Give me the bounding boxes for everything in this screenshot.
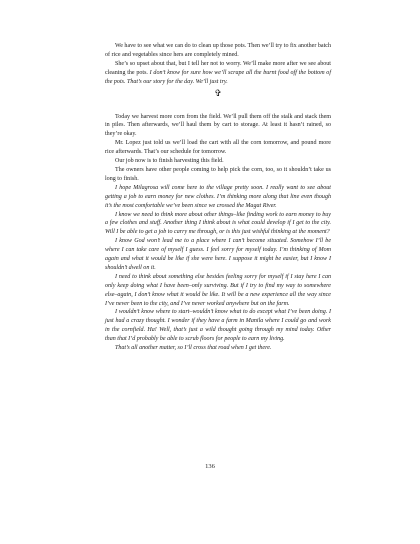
italic-paragraph: I know we need to think more about other things–like finding work to earn money to buy a few clothes and stuff. Another thing I think about is what could develop if I get to the city. Will I be able to get a job to carry me through, or is this just wishful thinking at the moment? <box>105 211 331 236</box>
paragraph: Our job now is to finish harvesting this field. <box>115 158 224 165</box>
italic-paragraph: I need to think about something else besides feeling sorry for myself if I stay here I can only keep doing what I have been–only surviving. But if I try to find my way to somewhere else–again, I don’t know what it would be like. It will be a new experience all the way since I’ve never been to the city, and I’ve never worked anywhere but on the farm. <box>105 273 331 307</box>
paragraph: The owners have other people coming to help pick the corn, too, so it shouldn’t take us long to finish. <box>105 166 331 182</box>
italic-paragraph: I hope Milagrosa will come here to the village pretty soon. I really want to see about getting a job to earn money for new clothes. I’m thinking more along that line even though it’s the most comfortable we’ve been since we crossed the Magat River. <box>105 184 331 209</box>
paragraph: Today we harvest more corn from the field. We’ll pull them off the stalk and stack them in piles. Then afterwards, we’ll haul them by cart to storage. At least it hasn’t rained, so they’re okay. <box>105 113 331 138</box>
paragraph: We have to see what we can do to clean up those pots. Then we’ll try to fix another batch of rice and vegetables since hers are completely mined. <box>105 43 331 58</box>
italic-paragraph: That’s all another matter, so I’ll cross that road when I get there. <box>115 345 272 352</box>
paragraph <box>105 60 331 87</box>
paragraph-italic-text: I don’t know for sure how we’ll scrape all the burnt food off the bottom of the pots. That’s our story for the day. We’ll just try. <box>105 69 331 85</box>
italic-paragraph: I wouldn’t know where to start–wouldn’t know what to do except what I’ve been doing. I just had a crazy thought. I wonder if they have a farm in Manila where I could go and work in the cornfield. Ha! Well, that’s just a wild thought going through my mind today. Other than that I’d probably be able to scrub floors for people to earn my living. <box>105 309 331 343</box>
page-number: 136 <box>205 463 215 470</box>
paragraph-text: She’s so upset about that, but I tell her not to worry. We’ll make more after we see about cleaning the pots. <box>105 60 331 76</box>
body-text <box>105 42 331 353</box>
paragraph: Mr. Lopez just told us we’ll load the cart with all the corn tomorrow, and pound more rice afterwards. That’s our schedule for tomorrow. <box>105 140 331 156</box>
cross-ornament-icon: ✞ <box>214 87 222 98</box>
italic-paragraph: I know God won’t lead me to a place where I can’t become situated. Somehow I’ll be where I can take care of myself I guess. I feel sorry for myself today. I’m thinking of Mom again and what it would be like if she were here. I suppose it might be easier, but I know I shouldn’t dwell on it. <box>105 238 331 271</box>
